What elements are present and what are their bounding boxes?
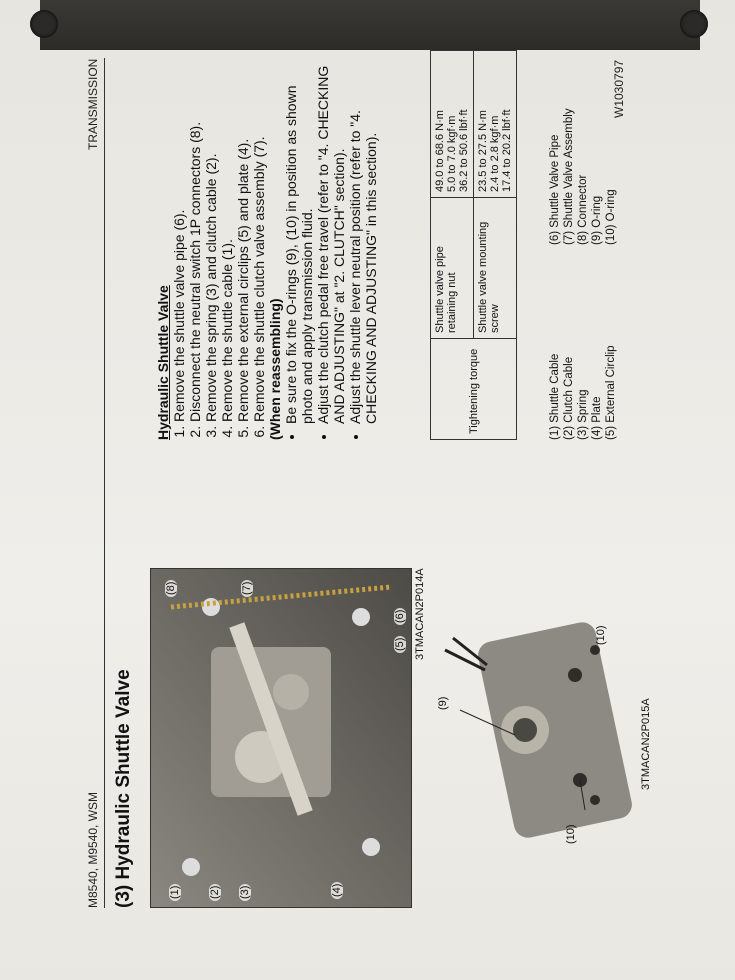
callout-1: (1)	[169, 885, 181, 899]
procedure-steps	[171, 60, 267, 440]
step: 5. Remove the external circlips (5) and plate (4).	[235, 60, 251, 422]
header-right: TRANSMISSION	[86, 58, 100, 150]
step: 6. Remove the shuttle clutch valve assembly (7).	[251, 60, 267, 422]
step: 1. Remove the shuttle valve pipe (6).	[171, 60, 187, 422]
step: 4. Remove the shuttle cable (1).	[219, 60, 235, 422]
binder-ring-hole	[30, 10, 58, 38]
torque-nm: 49.0 to 68.6 N·m	[434, 110, 446, 192]
header-rule	[104, 58, 105, 908]
legend-item: (7) Shuttle Valve Assembly	[563, 108, 575, 245]
photo-caption: 3TMACAN2P014A	[414, 568, 426, 660]
callout-3: (3)	[239, 885, 251, 899]
photo-caption: 3TMACAN2P015A	[640, 698, 652, 790]
torque-nm: 23.5 to 27.5 N·m	[477, 110, 489, 192]
binder-edge	[40, 0, 700, 50]
legend-left	[548, 345, 618, 440]
torque-lbfft: 36.2 to 50.6 lbf·ft	[458, 109, 470, 192]
legend-item: (9) O-ring	[591, 195, 603, 245]
note: • Adjust the clutch pedal free travel (refer to "4. CHECKING AND ADJUSTING" at "2. CLUTCH" section).	[315, 60, 347, 424]
legend-item: (8) Connector	[577, 174, 589, 245]
callout-6: (6)	[394, 609, 406, 623]
reassembly-notes	[283, 60, 379, 440]
section-title: (3) Hydraulic Shuttle Valve	[113, 669, 134, 908]
legend-item: (6) Shuttle Valve Pipe	[549, 134, 561, 245]
callout-10: (10)	[565, 824, 577, 844]
torque-values	[431, 51, 474, 198]
torque-kgfm: 2.4 to 2.8 kgf·m	[489, 115, 501, 192]
legend-item: (1) Shuttle Cable	[549, 353, 561, 440]
binder-ring-hole	[680, 10, 708, 38]
torque-values	[474, 51, 517, 198]
torque-item: Shuttle valve pipe retaining nut	[431, 198, 474, 339]
photo-illustration	[425, 620, 635, 850]
torque-table	[430, 50, 517, 440]
step: 3. Remove the spring (3) and clutch cable (2).	[203, 60, 219, 422]
header-left: M8540, M9540, WSM	[86, 791, 100, 908]
torque-kgfm: 5.0 to 7.0 kgf·m	[446, 115, 458, 192]
procedure-block	[155, 60, 379, 440]
callout-7: (7)	[241, 581, 253, 595]
photo-shuttle-valve-installed	[150, 568, 412, 908]
legend-item: (4) Plate	[591, 396, 603, 440]
torque-lbfft: 17.4 to 20.2 lbf·ft	[501, 109, 513, 192]
callout-8: (8)	[165, 581, 177, 595]
reassembly-heading: (When reassembling)	[267, 298, 283, 440]
photo-illustration	[151, 569, 411, 907]
callout-2: (2)	[209, 885, 221, 899]
document-code: W1030797	[612, 59, 626, 118]
photo-shuttle-valve-removed	[425, 620, 635, 850]
callout-10: (10)	[595, 625, 607, 645]
legend-right	[548, 108, 618, 245]
legend-item: (2) Clutch Cable	[563, 356, 575, 440]
procedure-heading: Hydraulic Shuttle Valve	[155, 285, 171, 440]
callout-5: (5)	[394, 637, 406, 651]
callout-9: (9)	[437, 696, 449, 710]
step: 2. Disconnect the neutral switch 1P connectors (8).	[187, 60, 203, 422]
torque-label: Tightening torque	[431, 339, 517, 440]
callout-4: (4)	[331, 883, 343, 897]
legend-item: (3) Spring	[577, 389, 589, 440]
torque-item: Shuttle valve mounting screw	[474, 198, 517, 339]
legend-item: (10) O-ring	[605, 189, 617, 245]
note: • Be sure to fix the O-rings (9), (10) in position as shown photo and apply transmission fluid.	[283, 60, 315, 424]
legend-item: (5) External Circlip	[605, 345, 617, 440]
note: • Adjust the shuttle lever neutral position (refer to "4. CHECKING AND ADJUSTING" in this section).	[347, 60, 379, 424]
